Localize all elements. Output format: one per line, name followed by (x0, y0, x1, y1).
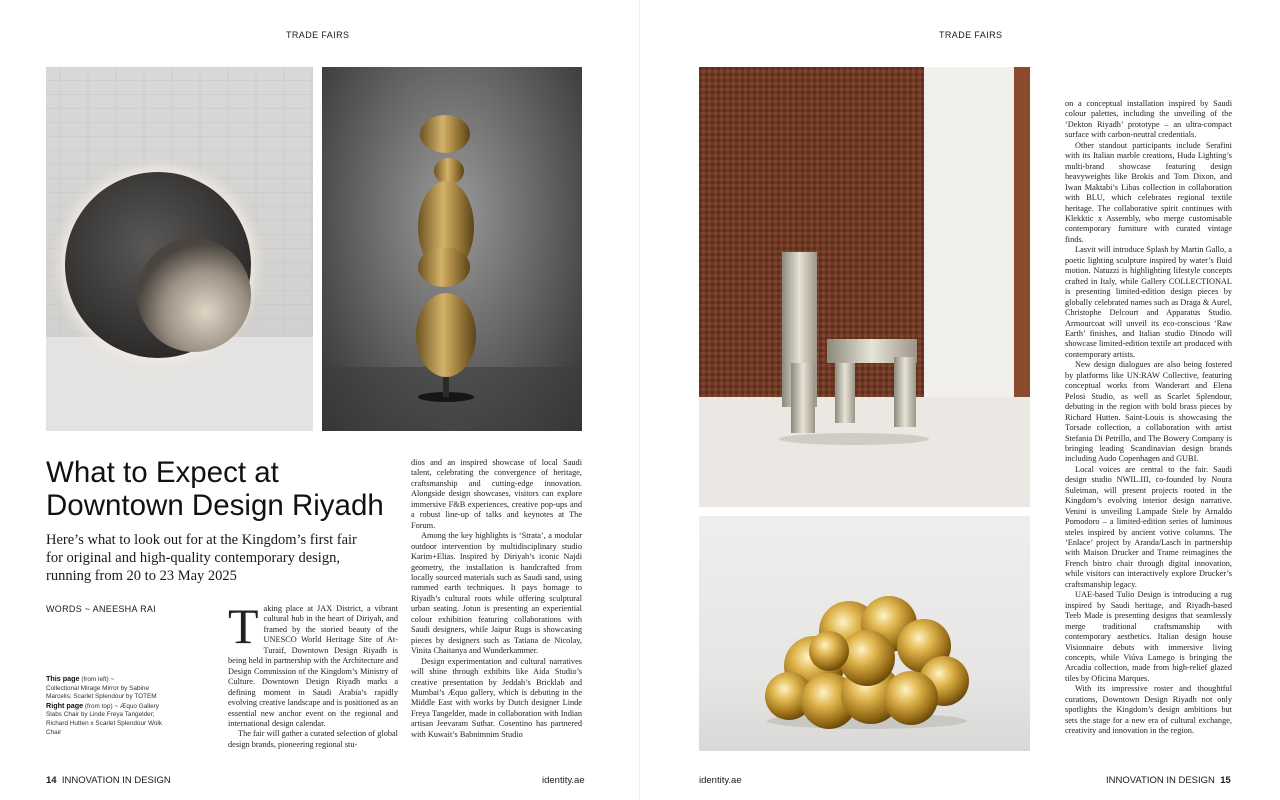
slabs-chair-photo (699, 67, 1030, 507)
folio-site: identity.ae (699, 775, 742, 786)
body-paragraph: With its impressive roster and thoughtful curations, Downtown Design Riyadh not only spotlights the Kingdom’s design ambitions but sets the stage for a new era of cultural exchange, creativity and innovation in the region. (1065, 684, 1232, 736)
caption-this-page-qualifier: (from left) ~ (81, 676, 115, 683)
body-column-2 (411, 458, 582, 740)
section-label: TRADE FAIRS (286, 30, 350, 40)
body-paragraph: Lasvit will introduce Splash by Martin Gallo, a poetic lighting sculpture inspired by water’s fluid motion. Natuzzi is highlighting lifestyle concepts crafted in Italy, while Gallery COLLECTIONAL is presenting limited-edition design pieces by globally celebrated names such as Draga & Aurel, Christophe Delcourt and Apparatus Studio. Armourcoat will unveil its eco-conscious ‘Raw Earth’ finishes, and Italian studio Dinodo will showcase limited-edition textile art produced with contemporary artists. (1065, 245, 1232, 359)
folio-site: identity.ae (542, 775, 585, 786)
body-paragraph: Among the key highlights is ‘Strata’, a modular outdoor intervention by multidisciplinary studio Karim+Elias. Inspired by Diriyah’s iconic Najdi geometry, the installation is handcrafted from locally sourced materials such as Saudi sand, using rammed earth techniques. It pays homage to Riyadh’s cultural roots while offering sculptural urban seating. Jotun is presenting an experiential colour exhibition featuring collaborations with Saudi designers, while Jaipur Rugs is showcasing pieces by designers such as Tatiana de Nicolay, Vinita Chaitanya and Wunderkammer. (411, 531, 582, 656)
body-paragraph: on a conceptual installation inspired by Saudi colour palettes, including the unveiling of the ‘Dekton Riyadh’ prototype – an ultra-compact surface with carbon-neutral credentials. (1065, 99, 1232, 140)
section-label: TRADE FAIRS (939, 30, 1003, 40)
page-number: 15 (1220, 775, 1231, 786)
paragraph-text: aking place at JAX District, a vibrant cultural hub in the heart of Diriyah, and framed by the storied beauty of the UNESCO World Heritage Site of At-Turaif, Downtown Design Riyadh is being held in partnership with the Architecture and Design Commission of the Kingdom’s Ministry of Culture. Downtown Design Riyadh marks a defining moment in Saudi Arabia’s rapidly evolving creative landscape and is positioned as an essential new anchor event on the regional and international design calendar. (228, 604, 398, 728)
folio-right (1106, 775, 1231, 786)
body-paragraph (228, 598, 398, 729)
body-paragraph: Local voices are central to the fair. Saudi design studio NWIL.III, co-founded by Noura Suleiman, will present projects rooted in the Kingdom’s evolving interior design narrative. Venini is unveiling Lampade Stele by Arnaldo Pomodoro – a limited-edition series of luminous steles inspired by ancient votive columns. The ‘Enlace’ project by Aranda/Lasch in partnership with Maison Drucker and Trame reimagines the French bistro chair through digital innovation, while visitors can interactively explore Drucker’s craftsmanship legacy. (1065, 464, 1232, 589)
wolk-chair-illustration (699, 516, 1030, 751)
caption-right-page-qualifier: (from top) ~ (84, 702, 119, 710)
body-paragraph: Other standout participants include Serafini with its Italian marble creations, Huda Lighting’s multi-brand showcase featuring design heavyweights like Brokis and Tom Dixon, and Iwan Maktabi’s Libas collection in collaboration with BLU, which celebrates regional textile heritage. The collaborative spirit continues with Klekktic x Assembly, who merge customisable contemporary furniture with curated vintage finds. (1065, 140, 1232, 244)
standfirst: Here’s what to look out for at the Kingdom’s first fair for original and high-quality contemporary design, running from 20 to 23 May 2025 (46, 532, 357, 584)
drop-cap: T (228, 598, 259, 654)
photo-caption (46, 675, 166, 737)
body-column-1 (228, 598, 398, 750)
body-paragraph: dios and an inspired showcase of local Saudi talent, celebrating the convergence of heritage, craftsmanship and cutting-edge innovation. Alongside design showcases, visitors can explore immersive F&B experiences, creative pop-ups and a robust line-up of talks and keynotes at The Forum. (411, 458, 582, 530)
body-paragraph: The fair will gather a curated selection of global design brands, pioneering regional stu- (228, 729, 398, 749)
caption-right-page-text: Æquo Gallery Slabs Chair by Linde Freya Tangelder; Richard Hutten x Scarlet Splendour Wolk Chair (46, 702, 163, 736)
folio-left (46, 775, 171, 786)
body-paragraph: New design dialogues are also being fostered by platforms like UN:RAW Collective, featuring conceptual works from Wanderart and Elena Pelosi Studio, as well as Scarlet Splendour, debuting in the region with bold brass pieces by Richard Hutten. Saint-Louis is showcasing the Torsade collection, a collaboration with artist Stefania Di Petrillo, and The Bowery Company is bringing leading Scandinavian design brands including Audo Copenhagen and GUBI. (1065, 360, 1232, 464)
totem-sculpture-illustration (322, 67, 582, 431)
title-line-2: Downtown Design Riyadh (46, 489, 384, 522)
body-paragraph: Design experimentation and cultural narratives will shine through exhibits like Aida Studio’s creative presentation by Jeddah’s Bricklab and Mumbai’s Æquo gallery, which is debuting in the Middle East with works by Dutch designer Linde Freya Tangelder, made in collaboration with Indian artisan Jeevaram Suthar. Cosentino has partnered with Kuwait’s Babnimnim Studio (411, 656, 582, 739)
article-title (46, 456, 406, 522)
byline: WORDS ~ ANEESHA RAI (46, 604, 156, 614)
magazine-title: INNOVATION IN DESIGN (61, 775, 171, 786)
body-column-3 (1065, 99, 1232, 737)
wolk-chair-photo (699, 516, 1030, 751)
right-page (640, 0, 1280, 800)
caption-this-page-text: Collectional Mirage Mirror by Sabine Marcelis; Scarlet Splendour by TOTEM (46, 684, 157, 701)
magazine-title: INNOVATION IN DESIGN (1106, 775, 1215, 786)
page-number: 14 (46, 775, 57, 786)
mirage-mirror-photo (46, 67, 313, 431)
totem-sculpture-photo (322, 67, 582, 431)
caption-right-page-label: Right page (46, 700, 84, 710)
slabs-chair-illustration (699, 67, 1030, 507)
mirage-mirror-illustration (46, 67, 313, 431)
caption-this-page-label: This page (46, 674, 80, 683)
title-line-1: What to Expect at (46, 456, 279, 489)
body-paragraph: UAE-based Tulio Design is introducing a rug inspired by Saudi heritage, and Riyadh-based Teeb Made is presenting designs that seamlessly merge traditional craftsmanship with contemporary aesthetics. Italian design house Visionnaire debuts with immersive living concepts, while Viúva Lamego is bringing the Arcadia collection, made from high-relief glazed tiles by Oficina Marques. (1065, 590, 1232, 683)
